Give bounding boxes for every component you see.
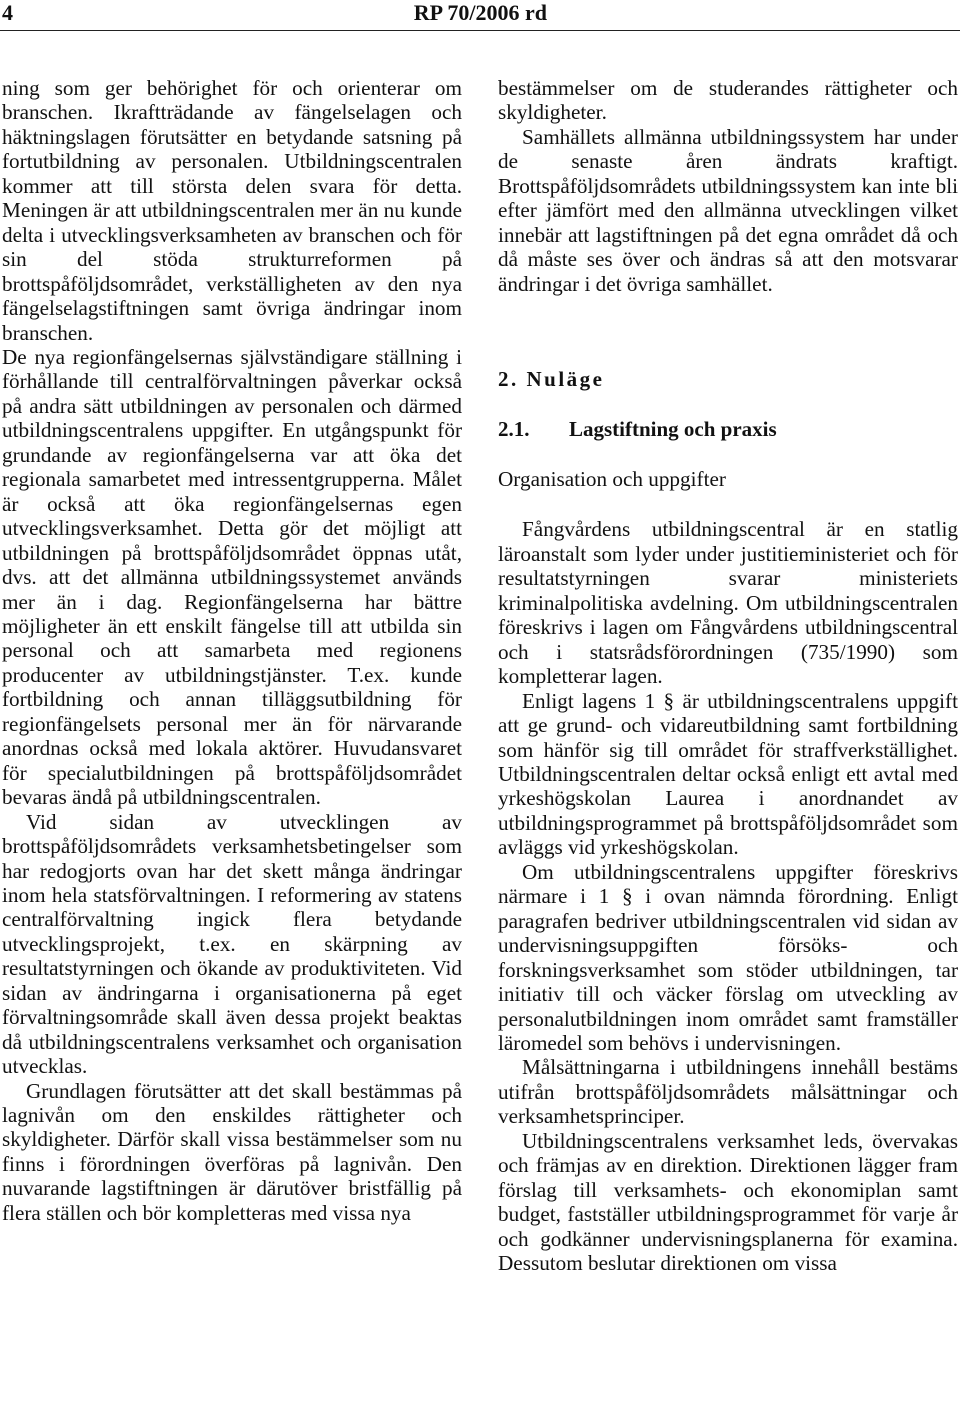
paragraph: Enligt lagens 1 § är utbildningscentralens uppgift att ge grund- och vidareutbildning samt fortbildning som hänför sig till området för straffverkställighet. Utbildningscentralen deltar också enligt ett avtal med yrkeshögskolan Laurea i anordnandet av utbildningsprogrammet på brottspåföljdsområdet som avläggs vid yrkeshögskolan.: [498, 688, 958, 860]
paragraph: bestämmelser om de studerandes rättigheter och skyldigheter.: [498, 76, 958, 125]
paragraph: Om utbildningscentralens uppgifter föreskrivs närmare i 1 § i ovan nämnda förordning. Enligt paragrafen bedriver utbildningscentralen vid sidan av undervisningsuppgiften försöks- och forskningsverksamhet som stöder utbildningen, tar initiativ till och väcker förslag om utveckling av personalutbildningen inom området samt framställer läromedel som behövs i undervisningen.: [498, 859, 958, 1055]
subsection-heading: [498, 417, 958, 441]
right-column: [498, 76, 958, 1275]
spacer: [498, 392, 958, 417]
header-rule: [0, 30, 960, 31]
page-header: [0, 0, 960, 40]
paragraph: Målsättningarna i utbildningens innehåll bestäms utifrån brottspåföljdsområdets målsättningar och verksamhetsprinciper.: [498, 1055, 958, 1129]
paragraph: Vid sidan av utvecklingen av brottspåföljdsområdets verksamhetsbetingelser som har redogjorts ovan har det skett många ändringar inom hela statsförvaltningen. I reformering av statens centralförvaltning ingick flera betydande utvecklingsprojekt, t.ex. en skärpning av resultatstyrningen och ökande av produktiviteten. Vid sidan av ändringarna i organisationerna på eget förvaltningsområde skall även dessa projekt beaktas då utbildningscentralens verksamhet och organisation utvecklas.: [2, 809, 462, 1079]
spacer: [498, 441, 958, 467]
spacer: [498, 491, 958, 517]
document-reference: RP 70/2006 rd: [413, 0, 547, 25]
paragraph: De nya regionfängelsernas självständigare ställning i förhållande till centralförvaltningen påverkar också på andra sätt utbildningen av personalen och därmed utbildningscentralens uppgifter. En utgångspunkt för grundande av regionfängelserna var att öka det regionala samarbetet med intressentgrupperna. Målet är också att öka regionfängelsernas egen utvecklingsverksamhet. Detta gör det möjligt att utbildningen på brottspåföljdsområdet öppnas utåt, dvs. att det allmänna utbildningssystemet används mer än i dag. Regionfängelserna har bättre möjligheter än ett enskilt fängelse till att utbilda sin personal och att samarbeta med regionens producenter av utbildningstjänster. T.ex. kunde fortbildning och annan tilläggsutbildning för regionfängelsets personal mer än för närvarande anordnas också med lokala aktörer. Huvudansvaret för specialutbildningen på brottspåföljdsområdet bevaras ändå på utbildningscentralen.: [2, 344, 462, 810]
page-number: 4: [2, 0, 13, 25]
left-column: [2, 76, 462, 1225]
paragraph: Fångvårdens utbildningscentral är en statlig läroanstalt som lyder under justitieministeriet och för resultatstyrningen svarar ministeriets kriminalpolitiska avdelning. Om utbildningscentralen föreskrivs i lagen om Fångvårdens utbildningscentral och i statsrådsförordningen (735/1990) som kompletterar lagen.: [498, 517, 958, 689]
section-heading: 2. Nuläge: [498, 367, 605, 392]
paragraph: ning som ger behörighet för och orienterar om branschen. Ikraftträdande av fängelselagen och häktningslagen förutsätter en betydande satsning på fortutbildning av personalen. Utbildningscentralen kommer att till största delen svara för detta. Meningen är att utbildningscentralen mer än nu kunde delta i utvecklingsverksamheten av branschen och för sin del stöda strukturreformen på brottspåföljdsområdet, verkställigheten av den nya fängelselagstiftningen samt övriga ändringar inom branschen.: [2, 76, 462, 345]
subsection-number: 2.1.: [498, 416, 530, 441]
subheading: Organisation och uppgifter: [498, 466, 726, 491]
paragraph: Samhällets allmänna utbildningssystem har under de senaste åren ändrats kraftigt. Brottspåföljdsområdets utbildningssystem kan inte bli efter jämfört med den allmänna utvecklingen vilket innebär att lagstiftningen på det egna området då och då måste ses över och ändras så att den motsvarar ändringar i det övriga samhället.: [498, 124, 958, 296]
subsection-title: Lagstiftning och praxis: [569, 416, 777, 441]
paragraph: Grundlagen förutsätter att det skall bestämmas på lagnivån om den enskildes rättigheter och skyldigheter. Därför skall vissa bestämmelser som nu finns i förordningen överföras på lagnivån. Den nuvarande lagstiftningen är därutöver bristfällig på flera ställen och bör kompletteras med vissa nya: [2, 1078, 462, 1225]
paragraph: Utbildningscentralens verksamhet leds, övervakas och främjas av en direktion. Direktionen lägger fram förslag till verksamhets- och ekonomiplan samt budget, fastställer utbildningsprogrammet för varje år och godkänner undervisningsplanerna för examina. Dessutom beslutar direktionen om vissa: [498, 1128, 958, 1276]
spacer: [498, 296, 958, 367]
